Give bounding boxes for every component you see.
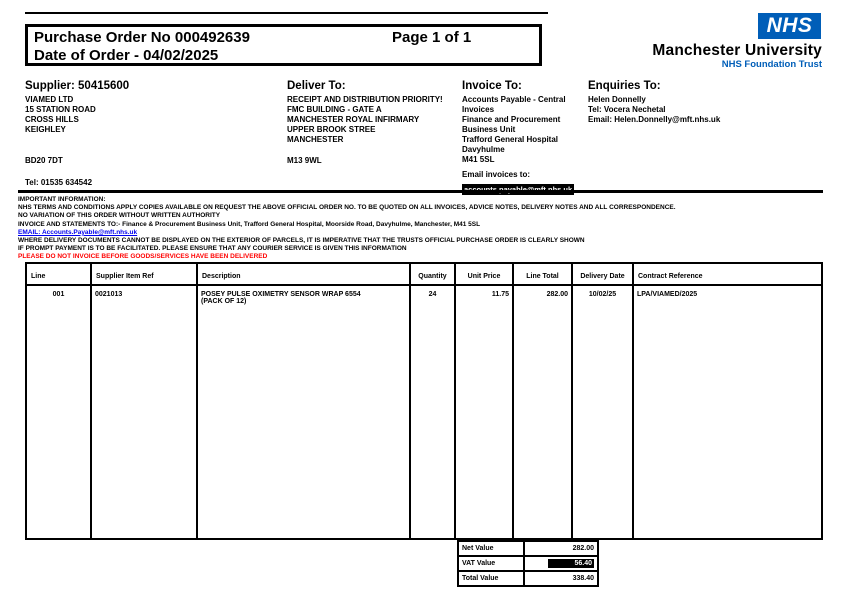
order-date: Date of Order - 04/02/2025: [34, 47, 219, 64]
supplier-section: [25, 80, 275, 188]
supplier-address-line: KEIGHLEY: [25, 125, 66, 134]
cell-supplier-item-ref: 0021013: [92, 286, 198, 538]
cell-contract-reference: LPA/VIAMED/2025: [637, 291, 698, 298]
enquiries-email: Email: Helen.Donnelly@mft.nhs.uk: [588, 115, 721, 124]
supplier-address-line: CROSS HILLS: [25, 115, 79, 124]
cell-unit-price: 11.75: [456, 286, 514, 538]
deliver-address-line: RECEIPT AND DISTRIBUTION PRIORITY!: [287, 95, 443, 104]
description-line-1: POSEY PULSE OXIMETRY SENSOR WRAP 6554: [201, 291, 361, 298]
enquiries-section: [588, 80, 798, 125]
no-variation-line: NO VARIATION OF THIS ORDER WITHOUT WRITTEN AUTHORITY: [18, 212, 221, 220]
invoice-address-line: Finance and Procurement: [462, 115, 561, 124]
total-value-label: Total Value: [459, 572, 525, 585]
net-value-row: [459, 542, 597, 557]
deliver-to-section: [287, 80, 457, 166]
col-header-description: Description: [198, 264, 411, 284]
vat-value-label: VAT Value: [459, 557, 525, 570]
cell-delivery-date: 10/02/25: [573, 286, 634, 538]
invoice-address-line: Trafford General Hospital: [462, 135, 559, 144]
header-box-top-rule: [25, 12, 548, 14]
cell-description: [198, 286, 411, 538]
terms-line: NHS TERMS AND CONDITIONS APPLY COPIES AVAILABLE ON REQUEST THE ABOVE OFFICIAL ORDER NO. TO BE QUOTED ON ALL INVOICES, ADVICE NOTES, DELIVERY NOTES AND ALL CORRESPONDENCE.: [18, 204, 676, 212]
invoice-postcode: M41 5SL: [462, 155, 495, 164]
cell-line-total: 282.00: [514, 286, 573, 538]
supplier-title: Supplier: 50415600: [25, 80, 130, 92]
table-header-row: [27, 264, 821, 286]
col-header-supplier-item-ref: Supplier Item Ref: [92, 264, 198, 284]
invoice-statements-line: INVOICE AND STATEMENTS TO:- Finance & Procurement Business Unit, Trafford General Hospital, Moorside Road, Davyhulme, Manchester, M41 5SL: [18, 220, 481, 228]
cell-quantity: 24: [411, 286, 456, 538]
deliver-postcode: M13 9WL: [287, 156, 322, 165]
enquiries-tel: Tel: Vocera Nechetal: [588, 105, 666, 114]
important-info-title: IMPORTANT INFORMATION:: [18, 196, 106, 203]
prompt-payment-line: IF PROMPT PAYMENT IS TO BE FACILITATED. PLEASE ENSURE THAT ANY COURIER SERVICE IS GIVEN THIS INFORMATION: [18, 245, 407, 253]
supplier-address-line: VIAMED LTD: [25, 95, 74, 104]
col-header-line-total: Line Total: [514, 264, 573, 284]
important-information-block: [18, 196, 826, 262]
page-indicator: Page 1 of 1: [392, 29, 472, 46]
description-line-2: (PACK OF 12): [201, 298, 247, 305]
trust-name: Manchester University: [652, 42, 822, 59]
delivery-documents-line: WHERE DELIVERY DOCUMENTS CANNOT BE DISPLAYED ON THE EXTERIOR OF PARCELS, IT IS IMPERATIVE THAT THE TRUSTS OFFICIAL PURCHASE ORDER IS CLEARLY SHOWN: [18, 237, 585, 245]
deliver-address-line: FMC BUILDING - GATE A: [287, 105, 382, 114]
po-header-box: [25, 24, 542, 66]
net-value-amount: 282.00: [572, 545, 594, 552]
net-value-label: Net Value: [459, 542, 525, 555]
invoice-address-line: Accounts Payable - Central: [462, 95, 566, 104]
invoice-address-line: Invoices: [462, 105, 495, 114]
accounts-payable-email-link[interactable]: EMAIL: Accounts.Payable@mft.nhs.uk: [18, 228, 138, 236]
invoice-address-line: Davyhulme: [462, 145, 505, 154]
total-value-amount: 338.40: [572, 575, 594, 582]
col-header-quantity: Quantity: [411, 264, 456, 284]
deliver-address-line: MANCHESTER ROYAL INFIRMARY: [287, 115, 420, 124]
col-header-line: Line: [27, 264, 92, 284]
col-header-contract-reference: Contract Reference: [638, 273, 703, 280]
invoice-to-title: Invoice To:: [462, 80, 522, 92]
section-divider: [18, 190, 823, 193]
supplier-tel: Tel: 01535 634542: [25, 178, 93, 187]
cell-line-number: 001: [27, 286, 92, 538]
order-lines-table: [25, 262, 823, 540]
deliver-to-title: Deliver To:: [287, 80, 346, 92]
do-not-invoice-warning: PLEASE DO NOT INVOICE BEFORE GOODS/SERVICES HAVE BEEN DELIVERED: [18, 253, 268, 261]
totals-table: [457, 540, 599, 587]
enquiries-title: Enquiries To:: [588, 80, 661, 92]
col-header-delivery-date: Delivery Date: [573, 264, 634, 284]
supplier-address-line: 15 STATION ROAD: [25, 105, 96, 114]
trust-subtitle: NHS Foundation Trust: [721, 59, 822, 70]
enquiries-contact-name: Helen Donnelly: [588, 95, 646, 104]
table-row: [27, 286, 821, 538]
total-value-row: [459, 572, 597, 585]
nhs-logo-icon: NHS: [758, 13, 821, 39]
vat-value-row: [459, 557, 597, 572]
invoice-to-section: [462, 80, 587, 197]
deliver-address-line: MANCHESTER: [287, 135, 344, 144]
vat-value-amount: 56.40: [548, 559, 594, 568]
deliver-address-line: UPPER BROOK STREE: [287, 125, 376, 134]
col-header-unit-price: Unit Price: [456, 264, 514, 284]
supplier-postcode: BD20 7DT: [25, 156, 63, 165]
invoice-address-line: Business Unit: [462, 125, 516, 134]
po-number: Purchase Order No 000492639: [34, 29, 250, 46]
email-invoices-label: Email invoices to:: [462, 170, 531, 179]
